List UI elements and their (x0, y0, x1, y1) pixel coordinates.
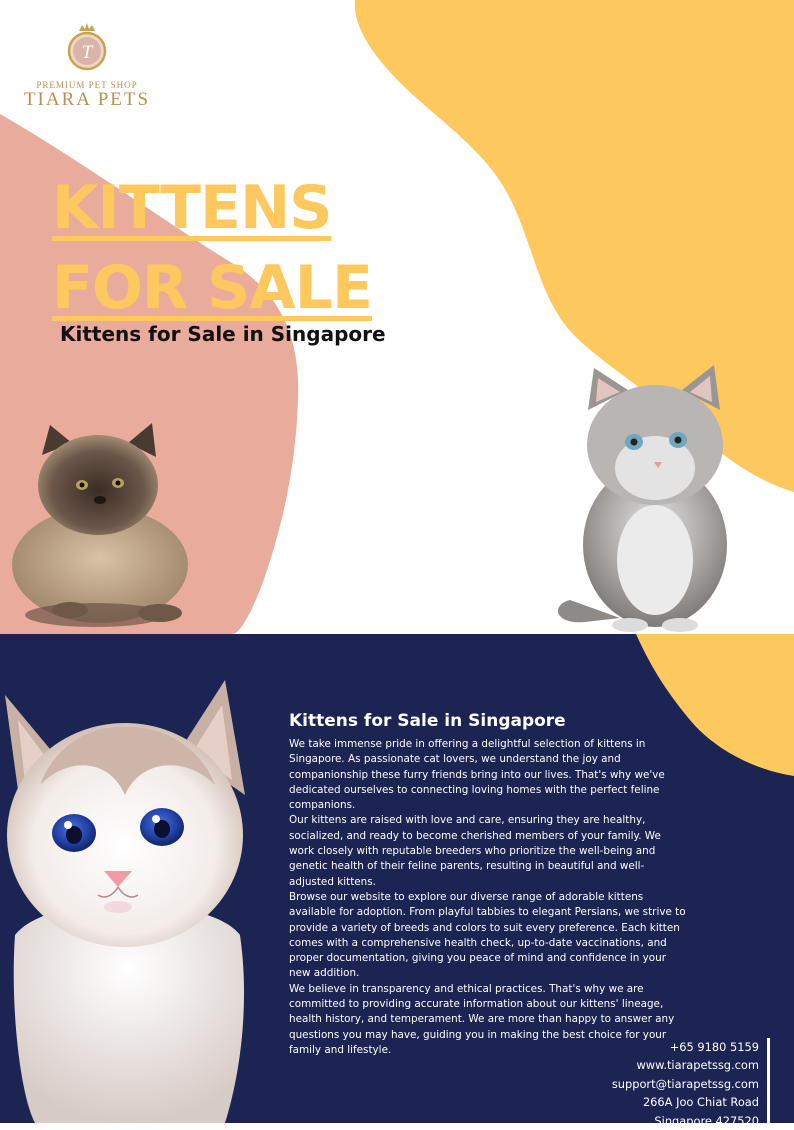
section-title: Kittens for Sale in Singapore (289, 711, 566, 731)
logo-tagline: PREMIUM PET SHOP (36, 80, 138, 90)
section-body (289, 737, 689, 1058)
contact-email[interactable]: support@tiarapetssg.com (611, 1076, 759, 1091)
contact-info (612, 1038, 770, 1130)
body-paragraph: We take immense pride in offering a delightful selection of kittens in Singapore. As passionate cat lovers, we understand the joy and companionship these furry friends bring into our lives. That's why we've dedicated ourselves to connecting loving homes with the perfect feline companions. (289, 738, 665, 812)
headline-line-2: FOR SALE (52, 253, 372, 323)
body-paragraph: Our kittens are raised with love and care, ensuring they are healthy, socialized, and ready to become cherished members of your family. We work closely with reputable breeders who prioritize the well-being and genetic health of their feline parents, resulting in beautiful and well-adjusted kittens. (289, 814, 661, 888)
body-paragraph: We believe in transparency and ethical practices. That's why we are committed to providing accurate information about our kittens' lineage, health history, and temperament. We are more than happy to answer any questions you may have, guiding you in making the best choice for your family and lifestyle. (289, 982, 675, 1056)
body-paragraph: Browse our website to explore our diverse range of adorable kittens available for adoption. From playful tabbies to elegant Persians, we strive to provide a variety of breeds and colors to suit every preference. Each kitten comes with a comprehensive health check, up-to-date vaccinations, and proper documentation, giving you peace of mind and confidence in your new addition. (289, 890, 686, 980)
contact-address-line-2: Singapore 427520 (654, 1113, 759, 1128)
contact-website[interactable]: www.tiarapetssg.com (636, 1058, 759, 1073)
logo-monogram: T (81, 42, 93, 63)
contact-address-line-1: 266A Joo Chiat Road (642, 1095, 759, 1110)
logo-name: TIARA PETS (23, 89, 151, 110)
headline-line-1: KITTENS (52, 173, 332, 243)
page-subtitle: Kittens for Sale in Singapore (60, 322, 386, 346)
white-kitten-painting (0, 675, 255, 1123)
contact-phone[interactable]: +65 9180 5159 (669, 1040, 759, 1054)
